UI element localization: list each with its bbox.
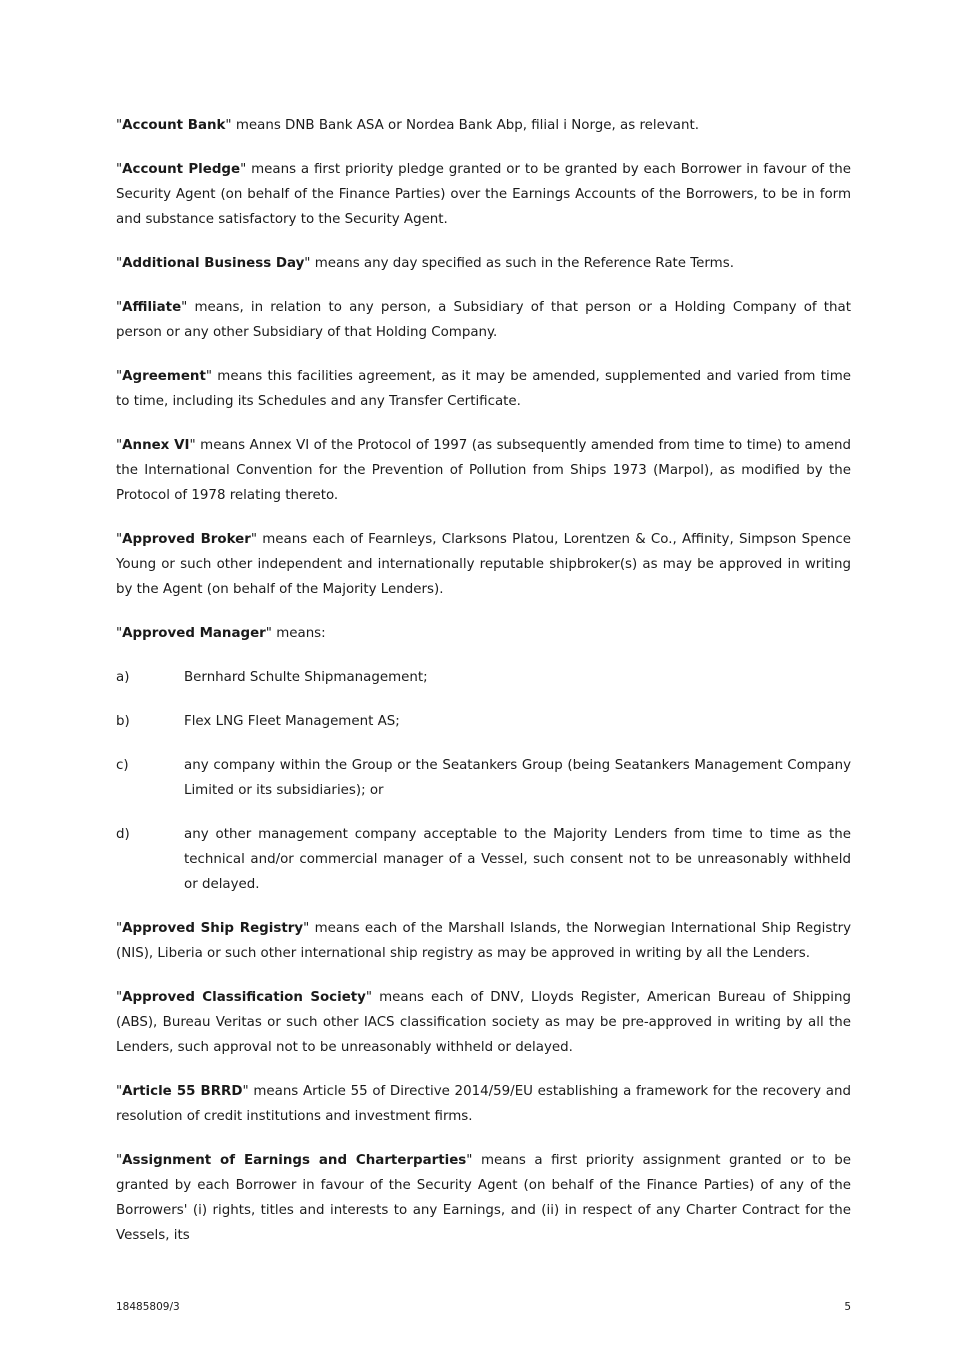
- definition-term: Approved Classification Society: [122, 990, 366, 1005]
- definition-paragraph: "Account Pledge" means a first priority pledge granted or to be granted by each Borrower in favour of the Security Agent (on behalf of the Finance Parties) over the Earnings Accounts of the Borrowers, to be in form and substance satisfactory to the Security Agent.: [116, 162, 851, 227]
- definitions-section: [116, 113, 851, 1267]
- definition-term: Approved Ship Registry: [122, 921, 304, 936]
- definition-paragraph: "Approved Ship Registry" means each of the Marshall Islands, the Norwegian International Ship Registry (NIS), Liberia or such other international ship registry as may be approved in writing by all the Lenders.: [116, 921, 851, 961]
- definition-text: means each of Fearnleys, Clarksons Platou, Lorentzen & Co., Affinity, Simpson Spence Young or such other independent and internationally reputable shipbroker(s) as may be approved in writing by the Agent (on behalf of the Majority Lenders).: [116, 532, 851, 597]
- definition-paragraph: "Additional Business Day" means any day specified as such in the Reference Rate Terms.: [116, 256, 734, 271]
- definition-term: Account Pledge: [122, 162, 241, 177]
- definition-paragraph: "Annex VI" means Annex VI of the Protocol of 1997 (as subsequently amended from time to time) to amend the International Convention for the Prevention of Pollution from Ships 1973 (Marpol), as modified by the Protocol of 1978 relating thereto.: [116, 438, 851, 503]
- definition-text: means this facilities agreement, as it may be amended, supplemented and varied from time to time, including its Schedules and any Transfer Certificate.: [116, 369, 851, 409]
- definition-text: means each of the Marshall Islands, the Norwegian International Ship Registry (NIS), Liberia or such other international ship registry as may be approved in writing by all the Lenders.: [116, 921, 851, 961]
- definition-paragraph: "Approved Broker" means each of Fearnleys, Clarksons Platou, Lorentzen & Co., Affinity, Simpson Spence Young or such other independent and internationally reputable shipbroker(s) as may be approved in writing by the Agent (on behalf of the Majority Lenders).: [116, 532, 851, 597]
- definition-paragraph: "Approved Classification Society" means each of DNV, Lloyds Register, American Bureau of Shipping (ABS), Bureau Veritas or such other IACS classification society as may be pre-approved in writing by all the Lenders, such approval not to be unreasonably withheld or delayed.: [116, 990, 851, 1055]
- definition-text: means Article 55 of Directive 2014/59/EU establishing a framework for the recovery and resolution of credit institutions and investment firms.: [116, 1084, 851, 1124]
- definition-paragraph: "Account Bank" means DNB Bank ASA or Nordea Bank Abp, filial i Norge, as relevant.: [116, 118, 699, 133]
- definition-term: Additional Business Day: [122, 256, 305, 271]
- list-item-label: a): [116, 670, 130, 685]
- definition-term: Agreement: [122, 369, 206, 384]
- definition-paragraph: "Affiliate" means, in relation to any person, a Subsidiary of that person or a Holding Company of that person or any other Subsidiary of that Holding Company.: [116, 300, 851, 340]
- page-footer: [116, 1300, 851, 1314]
- definition-term: Assignment of Earnings and Charterparties: [122, 1153, 467, 1168]
- list-item-text: any other management company acceptable to the Majority Lenders from time to time as the technical and/or commercial manager of a Vessel, such consent not to be unreasonably withheld or delayed.: [184, 827, 851, 892]
- definition-term: Approved Manager: [122, 626, 266, 641]
- definition-paragraph: "Agreement" means this facilities agreement, as it may be amended, supplemented and varied from time to time, including its Schedules and any Transfer Certificate.: [116, 369, 851, 409]
- definition-term: Article 55 BRRD: [122, 1084, 243, 1099]
- list-item: [116, 822, 851, 897]
- list-item: [116, 709, 851, 734]
- list-item-text: Bernhard Schulte Shipmanagement;: [184, 670, 428, 685]
- page-number: 5: [844, 1301, 851, 1313]
- list-item: [116, 665, 851, 690]
- definition-text: means a first priority assignment granted or to be granted by each Borrower in favour of the Security Agent (on behalf of the Finance Parties) of any of the Borrowers' (i) rights, titles and interests to any Earnings, and (ii) in respect of any Charter Contract for the Vessels, its: [116, 1153, 851, 1243]
- definition-text: means a first priority pledge granted or to be granted by each Borrower in favour of the Security Agent (on behalf of the Finance Parties) over the Earnings Accounts of the Borrowers, to be in form and substance satisfactory to the Security Agent.: [116, 162, 851, 227]
- definition-term: Annex VI: [122, 438, 190, 453]
- definition-text: means, in relation to any person, a Subsidiary of that person or a Holding Company of that person or any other Subsidiary of that Holding Company.: [116, 300, 851, 340]
- list-item-text: any company within the Group or the Seatankers Group (being Seatankers Management Company Limited or its subsidiaries); or: [184, 758, 851, 798]
- definition-paragraph: "Assignment of Earnings and Charterparties" means a first priority assignment granted or to be granted by each Borrower in favour of the Security Agent (on behalf of the Finance Parties) of any of the Borrowers' (i) rights, titles and interests to any Earnings, and (ii) in respect of any Charter Contract for the Vessels, its: [116, 1153, 851, 1243]
- definition-paragraph: "Article 55 BRRD" means Article 55 of Directive 2014/59/EU establishing a framework for the recovery and resolution of credit institutions and investment firms.: [116, 1084, 851, 1124]
- definition-text: means DNB Bank ASA or Nordea Bank Abp, filial i Norge, as relevant.: [231, 118, 699, 133]
- document-reference: 18485809/3: [116, 1301, 180, 1313]
- list-item-label: b): [116, 714, 130, 729]
- definition-text: means each of DNV, Lloyds Register, American Bureau of Shipping (ABS), Bureau Veritas or such other IACS classification society as may be pre-approved in writing by all the Lenders, such approval not to be unreasonably withheld or delayed.: [116, 990, 851, 1055]
- definition-term: Affiliate: [122, 300, 182, 315]
- list-item: [116, 753, 851, 803]
- definition-text: means:: [271, 626, 326, 641]
- definition-text: means any day specified as such in the Reference Rate Terms.: [310, 256, 734, 271]
- list-item-label: d): [116, 827, 130, 842]
- definition-text: means Annex VI of the Protocol of 1997 (as subsequently amended from time to time) to amend the International Convention for the Prevention of Pollution from Ships 1973 (Marpol), as modified by the Protocol of 1978 relating thereto.: [116, 438, 851, 503]
- definition-paragraph: "Approved Manager" means:: [116, 626, 326, 641]
- list-item-text: Flex LNG Fleet Management AS;: [184, 714, 400, 729]
- definition-term: Account Bank: [122, 118, 226, 133]
- definition-term: Approved Broker: [122, 532, 251, 547]
- list-item-label: c): [116, 758, 129, 773]
